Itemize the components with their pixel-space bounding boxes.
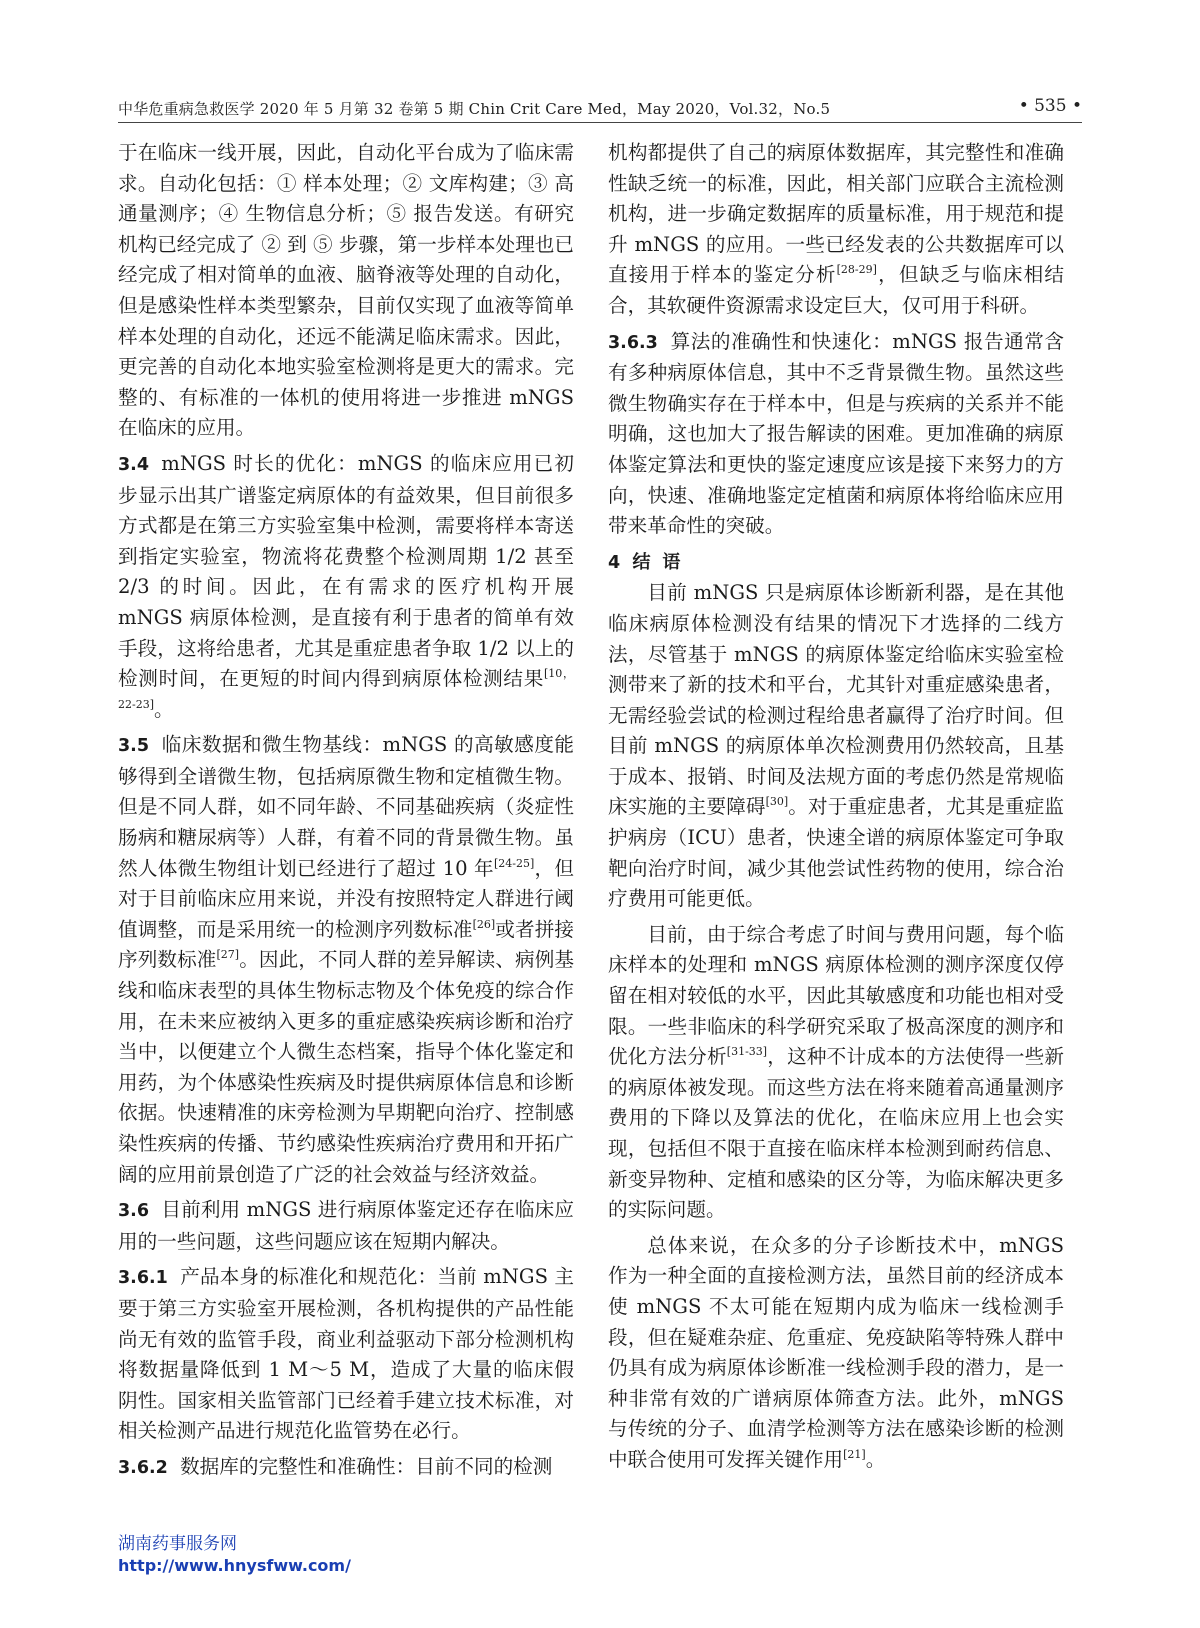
section-3-6-1 xyxy=(118,1262,574,1447)
citation: [10，22-23] xyxy=(118,667,574,711)
section-number: 3.4 xyxy=(118,454,150,475)
citation: [27] xyxy=(216,948,240,962)
section-4-heading xyxy=(608,547,1064,579)
watermark xyxy=(118,1533,351,1577)
paragraph-text: ，这种不计成本的方法使得一些新的病原体被发现。而这些方法在将来随着高通量测序费用的下降以及算法的优化，在临床应用上也会实现，包括但不限于直接在临床样本检测到耐药信息、新变异物种、定植和感染的区分等，为临床解决更多的实际问题。 xyxy=(608,1045,1065,1222)
section-3-6-2 xyxy=(118,1452,574,1484)
citation: [30] xyxy=(765,795,789,809)
paragraph-database xyxy=(608,138,1064,322)
watermark-url[interactable]: http://www.hnysfww.com/ xyxy=(118,1556,351,1575)
section-text: 。 xyxy=(154,697,174,721)
section-text: 产品本身的标准化和规范化：当前 mNGS 主要于第三方实验室开展检测，各机构提供的产品性能尚无有效的监管手段，商业利益驱动下部分检测机构将数据量降低到 1 M～5 M，造成了大量的临床假阴性。国家相关监管部门已经着手建立技术标准，对相关检测产品进行规范化监管势在必行。 xyxy=(118,1265,574,1443)
journal-citation: 中华危重病急救医学 2020 年 5 月第 32 卷第 5 期 Chin Crit Care Med，May 2020，Vol.32，No.5 xyxy=(118,100,831,118)
section-number: 4 xyxy=(608,552,621,573)
running-header xyxy=(118,96,1082,123)
paragraph-text: 目前 mNGS 只是病原体诊断新利器，是在其他临床病原体检测没有结果的情况下才选择的二线方法，尽管基于 mNGS 的病原体鉴定给临床实验室检测带来了新的技术和平台，尤其针对重症感染患者，无需经验尝试的检测过程给患者赢得了治疗时间。但目前 mNGS 的病原体单次检测费用仍然较高，且基于成本、报销、时间及法规方面的考虑仍然是常规临床实施的主要障碍 xyxy=(608,581,1064,819)
page-number: • 535 • xyxy=(1018,96,1082,116)
section-text: ，但对于目前临床应用来说，并没有按照特定人群进行阈值调整，而是采用统一的检测序列数标准 xyxy=(118,856,575,941)
conclusion-paragraph-2 xyxy=(608,920,1064,1226)
section-text: 。因此，不同人群的差异解读、病例基线和临床表型的具体生物标志物及个体免疫的综合作用，在未来应被纳入更多的重症感染疾病诊断和治疗当中，以便建立个人微生态档案，指导个体化鉴定和用药，为个体感染性疾病及时提供病原体信息和诊断依据。快速精准的床旁检测为早期靶向治疗、控制感染性疾病的传播、节约感染性疾病治疗费用和开拓广阔的应用前景创造了广泛的社会效益与经济效益。 xyxy=(118,948,575,1186)
section-title: 结语 xyxy=(632,551,693,573)
citation: [21] xyxy=(843,1447,866,1461)
section-text: 临床数据和微生物基线：mNGS 的高敏感度能够得到全谱微生物，包括病原微生物和定植微生物。但是不同人群，如不同年龄、不同基础疾病（炎症性肠病和糖尿病等）人群，有着不同的背景微生物。虽然人体微生物组计划已经进行了超过 10 年 xyxy=(118,733,574,880)
paragraph-text: 。对于重症患者，尤其是重症监护病房（ICU）患者，快速全谱的病原体鉴定可争取靶向治疗时间，减少其他尝试性药物的使用，综合治疗费用可能更低。 xyxy=(608,795,1065,911)
section-number: 3.5 xyxy=(118,736,150,757)
section-text: 数据库的完整性和准确性：目前不同的检测 xyxy=(180,1454,553,1478)
citation: [31-33] xyxy=(726,1045,768,1059)
paragraph-text: ，但缺乏与临床相结合，其软硬件资源需求设定巨大，仅可用于科研。 xyxy=(608,263,1065,317)
citation: [28-29] xyxy=(836,263,877,277)
section-text: 算法的准确性和快速化：mNGS 报告通常含有多种病原体信息，其中不乏背景微生物。虽然这些微生物确实存在于样本中，但是与疾病的关系并不能明确，这也加大了报告解读的困难。更加准确的病原体鉴定算法和更快的鉴定速度应该是接下来努力的方向，快速、准确地鉴定定植菌和病原体将给临床应用带来革命性的突破。 xyxy=(608,329,1064,538)
paragraph-text: 。 xyxy=(865,1447,886,1471)
citation: [26] xyxy=(472,917,496,931)
citation: [24-25] xyxy=(493,856,535,870)
paragraph-text: 目前，由于综合考虑了时间与费用问题，每个临床样本的处理和 mNGS 病原体检测的测序深度仅停留在相对较低的水平，因此其敏感度和功能也相对受限。一些非临床的科学研究采取了极高深度的测序和优化方法分析 xyxy=(608,922,1064,1069)
section-text: 或者拼接序列数标准 xyxy=(118,917,575,972)
left-column xyxy=(118,138,574,1484)
section-number: 3.6 xyxy=(118,1201,150,1222)
section-text: mNGS 时长的优化：mNGS 的临床应用已初步显示出其广谱鉴定病原体的有益效果，但目前很多方式都是在第三方实验室集中检测，需要将样本寄送到指定实验室，物流将花费整个检测周期 1/2 甚至 2/3 的时间。因此，在有需求的医疗机构开展 mNGS 病原体检测，是直接有利于患者的简单有效手段，这将给患者，尤其是重症患者争取 1/2 以上的检测时间，在更短的时间内得到病原体检测结果 xyxy=(118,451,574,691)
section-number: 3.6.1 xyxy=(118,1268,168,1289)
right-column xyxy=(608,138,1064,1476)
paragraph-automation: 于在临床一线开展，因此，自动化平台成为了临床需求。自动化包括：① 样本处理；② 文库构建；③ 高通量测序；④ 生物信息分析；⑤ 报告发送。有研究机构已经完成了 ② 到 ⑤ 步骤，第一步样本处理也已经完成了相对简单的血液、脑脊液等处理的自动化，但是感染性样本类型繁杂，目前仅实现了血液等简单样本处理的自动化，还远不能满足临床需求。因此，更完善的自动化本地实验室检测将是更大的需求。完整的、有标准的一体机的使用将进一步推进 mNGS 在临床的应用。 xyxy=(118,141,574,440)
conclusion-paragraph-1 xyxy=(608,578,1064,915)
watermark-site-name: 湖南药事服务网 xyxy=(118,1534,237,1554)
section-3-4 xyxy=(118,449,574,725)
section-number: 3.6.2 xyxy=(118,1457,168,1478)
paragraph-text: 机构都提供了自己的病原体数据库，其完整性和准确性缺乏统一的标准，因此，相关部门应联合主流检测机构，进一步确定数据库的质量标准，用于规范和提升 mNGS 的应用。一些已经发表的公共数据库可以直接用于样本的鉴定分析 xyxy=(608,141,1064,287)
paragraph-text: 总体来说，在众多的分子诊断技术中，mNGS 作为一种全面的直接检测方法，虽然目前的经济成本使 mNGS 不太可能在短期内成为临床一线检测手段，但在疑难杂症、危重症、免疫缺陷等特殊人群中仍具有成为病原体诊断准一线检测手段的潜力，是一种非常有效的广谱病原体筛查方法。此外，mNGS 与传统的分子、血清学检测等方法在感染诊断的检测中联合使用可发挥关键作用 xyxy=(608,1233,1064,1471)
section-3-5 xyxy=(118,730,574,1190)
section-3-6-3 xyxy=(608,327,1064,542)
section-number: 3.6.3 xyxy=(608,332,658,353)
section-3-6 xyxy=(118,1195,574,1257)
conclusion-paragraph-3 xyxy=(608,1231,1064,1476)
section-text: 目前利用 mNGS 进行病原体鉴定还存在临床应用的一些问题，这些问题应该在短期内解决。 xyxy=(118,1198,574,1253)
